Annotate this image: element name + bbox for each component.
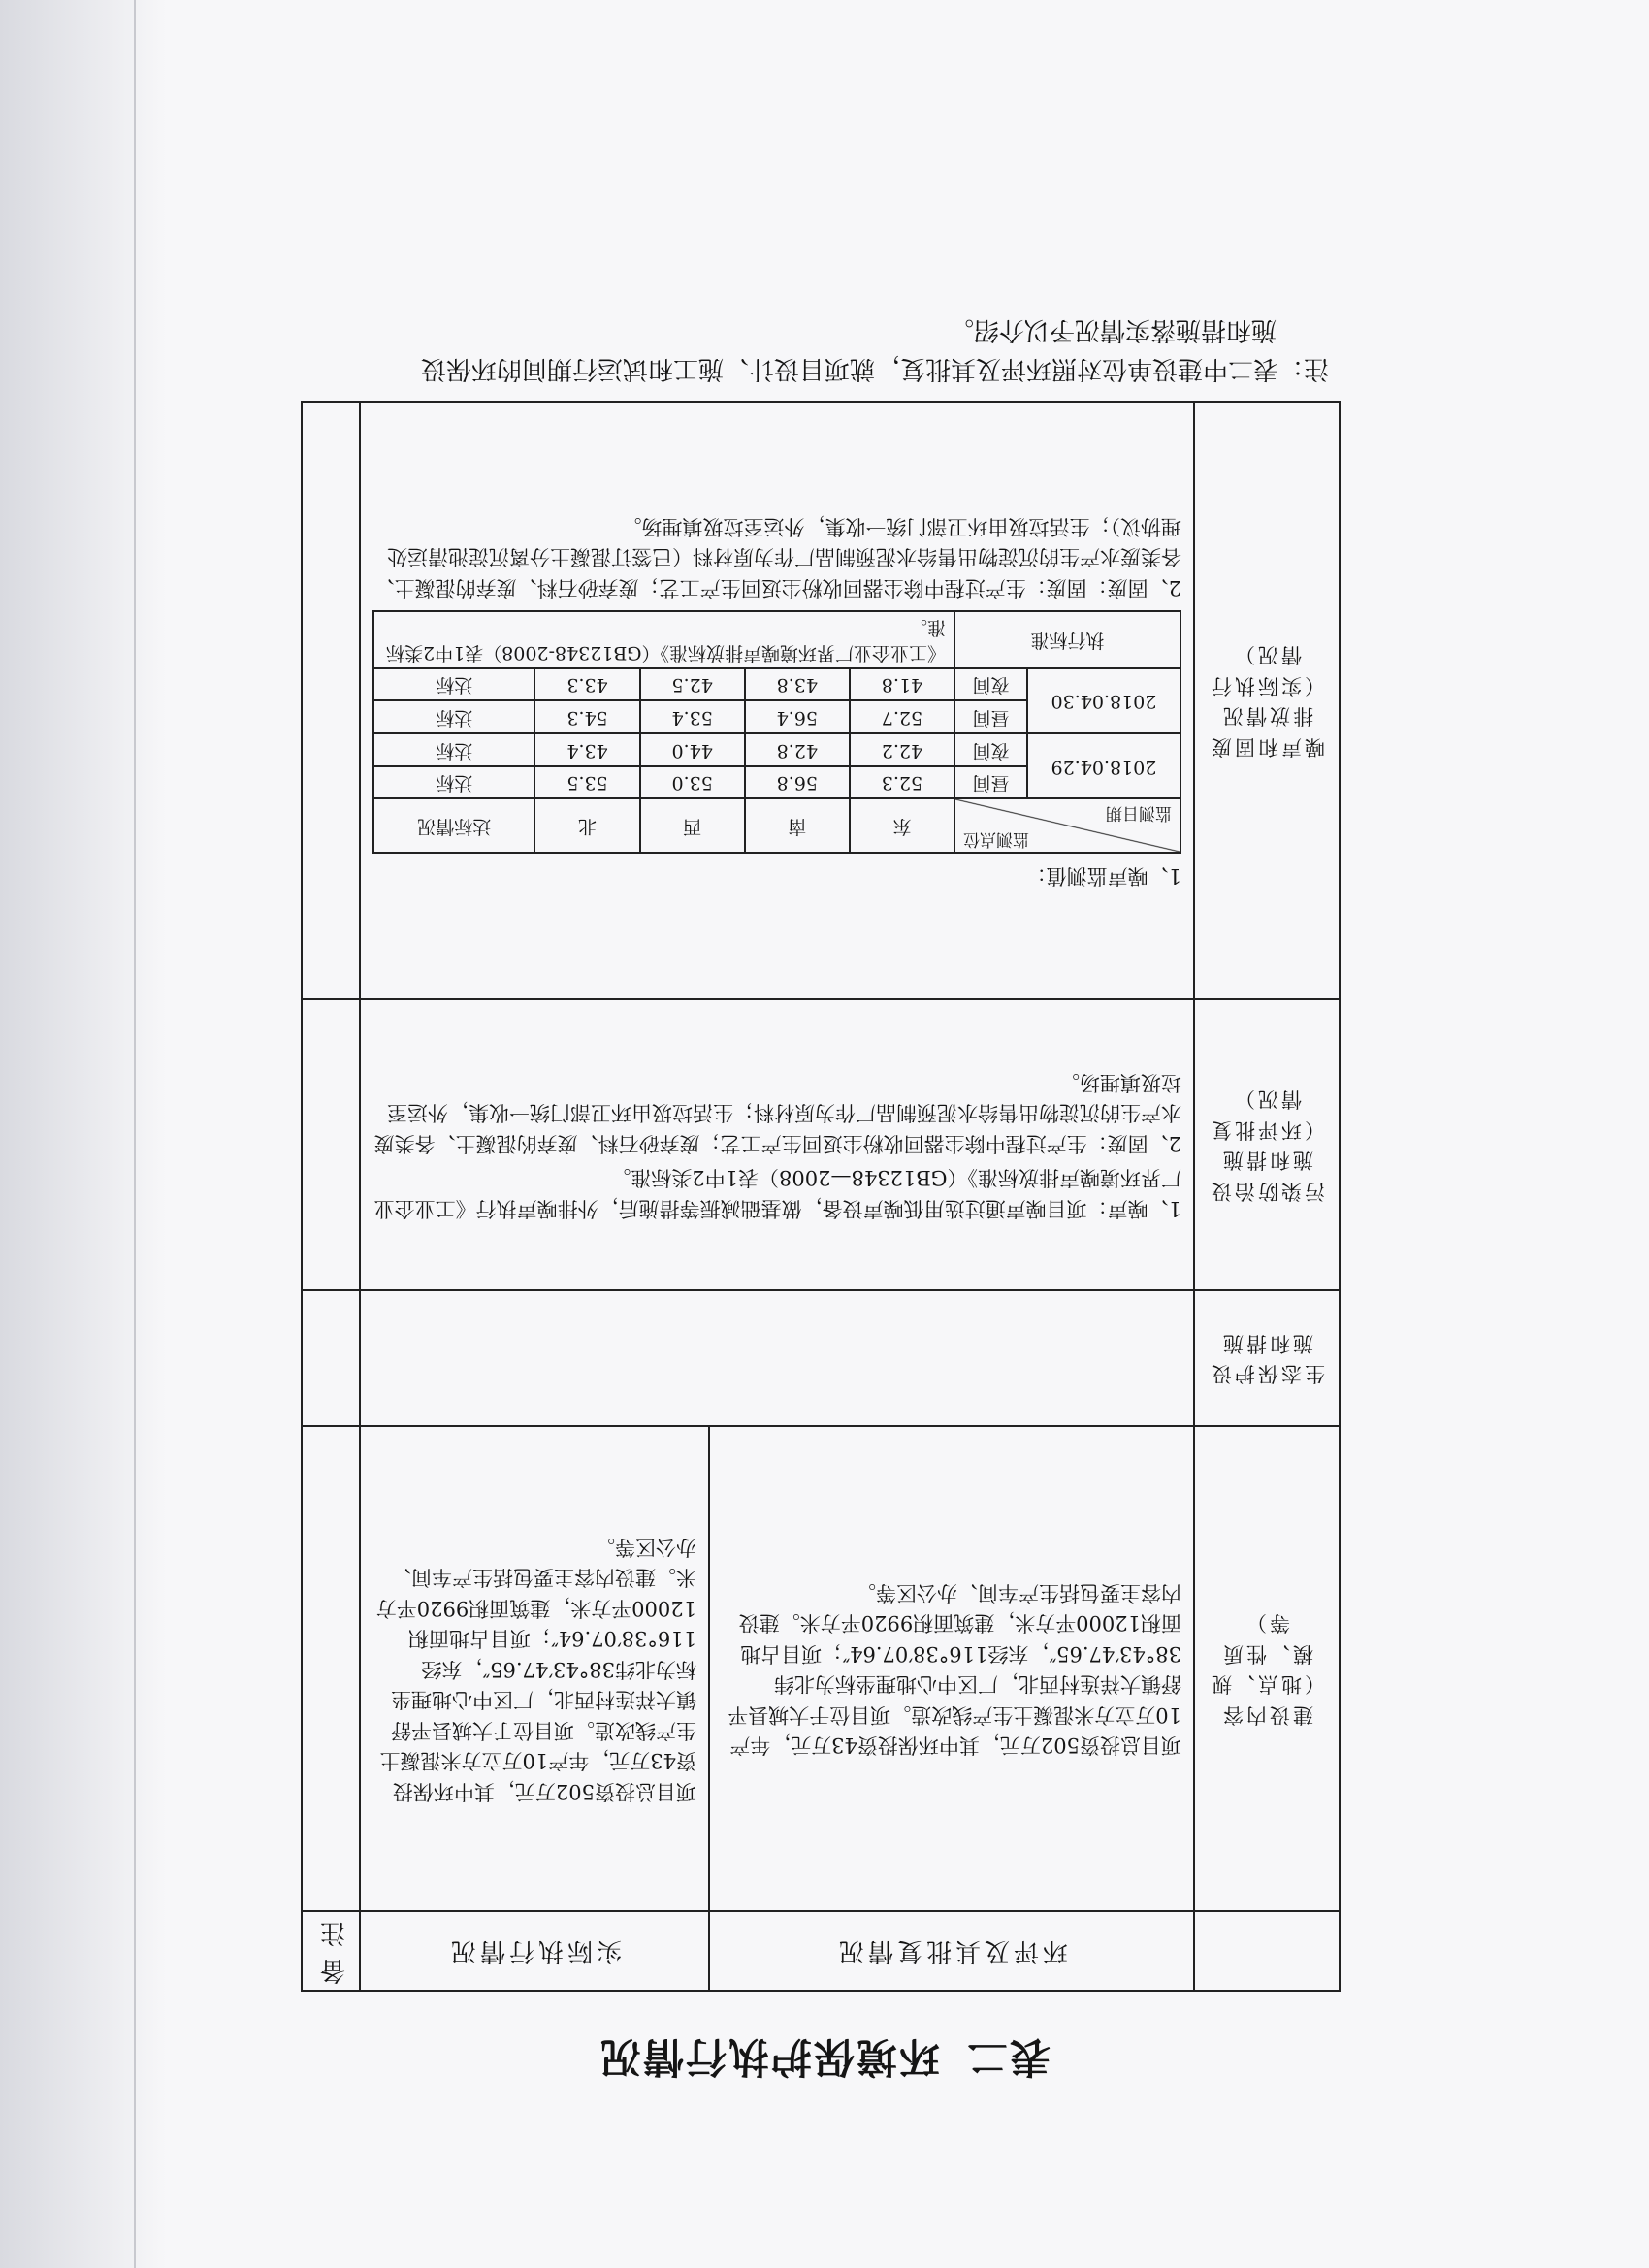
construction-eia: 项目总投资502万元，其中环保投资43万元，年产10万立方米混凝土生产线改造。项目位于大城县平舒镇大祥连村西北，厂区中心地理坐标为北纬38°43′47.65″，东经116°38′07.64″；项目占地面积12000平方米，建筑面积9920平方米。建设内容主要包括生产车间、办公区等。 bbox=[709, 1426, 1194, 1911]
header-status: 达标情况 bbox=[373, 798, 534, 853]
construction-remark bbox=[302, 1426, 360, 1911]
monitor-date: 2018.04.29 bbox=[1027, 733, 1180, 798]
header-west: 西 bbox=[640, 798, 745, 853]
page-title bbox=[0, 2030, 1649, 2089]
table-row bbox=[373, 701, 1180, 734]
monitor-value: 42.5 bbox=[640, 668, 745, 701]
label-construction: 建设内容（地点、规模、性质等） bbox=[1194, 1426, 1340, 1911]
binding-line bbox=[134, 0, 136, 2268]
construction-actual: 项目总投资502万元，其中环保投资43万元，年产10万立方米混凝土生产线改造。项目位于大城县平舒镇大祥连村西北，厂区中心地理坐标为北纬38°43′47.65″，东经116°38′07.64″；项目占地面积12000平方米，建筑面积9920平方米。建设内容主要包括生产车间、办公区等。 bbox=[360, 1426, 709, 1911]
monitor-status: 达标 bbox=[373, 733, 534, 766]
row-ecology bbox=[302, 1290, 1340, 1426]
ecology-remark bbox=[302, 1290, 360, 1426]
header-north: 北 bbox=[534, 798, 639, 853]
monitor-value: 42.2 bbox=[850, 733, 954, 766]
monitor-title: 1、噪声监测值： bbox=[1025, 863, 1181, 888]
header-actual: 实际执行情况 bbox=[360, 1911, 709, 1991]
monitor-status: 达标 bbox=[373, 766, 534, 799]
header-date: 监测日期 bbox=[1106, 803, 1172, 824]
header-eia: 环评及其批复情况 bbox=[709, 1911, 1194, 1991]
label-pollution: 污染防治设施和措施（环评批复情况） bbox=[1194, 999, 1340, 1290]
monitor-value: 56.8 bbox=[745, 766, 850, 799]
ecology-content bbox=[360, 1290, 1194, 1426]
noise-waste-remark bbox=[302, 402, 360, 999]
header-remark: 备注 bbox=[302, 1911, 360, 1991]
noise-header-row bbox=[373, 798, 1180, 853]
monitor-value: 52.3 bbox=[850, 766, 954, 799]
table-row bbox=[373, 766, 1180, 799]
monitor-period: 昼间 bbox=[954, 701, 1027, 734]
row-construction bbox=[302, 1426, 1340, 1911]
pollution-content bbox=[360, 999, 1194, 1290]
header-east: 东 bbox=[850, 798, 954, 853]
monitor-period: 夜间 bbox=[954, 668, 1027, 701]
monitor-status: 达标 bbox=[373, 701, 534, 734]
monitor-period: 昼间 bbox=[954, 766, 1027, 799]
monitor-value: 53.5 bbox=[534, 766, 639, 799]
pollution-remark bbox=[302, 999, 360, 1290]
monitor-value: 43.3 bbox=[534, 668, 639, 701]
noise-waste-content bbox=[360, 402, 1194, 999]
label-noise-waste: 噪声和固废排放情况（实际执行情况） bbox=[1194, 402, 1340, 999]
row-pollution bbox=[302, 999, 1340, 1290]
table-number: 表二 bbox=[965, 2033, 1051, 2081]
header-row bbox=[302, 1911, 1340, 1991]
waste-paragraph: 2、固废：生产过程中除尘器回收粉尘返回生产工艺；废弃砂石料、废弃的混凝土、各类废水产生的沉淀物出售给水泥预制品厂作为原材料；生活垃圾由环卫部门统一收集，外运至垃圾填埋场。 bbox=[373, 1070, 1181, 1155]
monitor-value: 56.4 bbox=[745, 701, 850, 734]
title-text: 环境保护执行情况 bbox=[598, 2033, 940, 2081]
standard-text: 《工业企业厂界环境噪声排放标准》（GB12348-2008）表1中2类标准。 bbox=[373, 611, 954, 668]
monitor-value: 53.4 bbox=[640, 701, 745, 734]
diagonal-header-cell bbox=[954, 798, 1180, 853]
monitor-period: 夜间 bbox=[954, 733, 1027, 766]
header-point: 监测点位 bbox=[963, 829, 1030, 850]
noise-monitoring-table bbox=[372, 610, 1181, 855]
monitor-value: 52.7 bbox=[850, 701, 954, 734]
monitor-value: 54.3 bbox=[534, 701, 639, 734]
footnote-line-1: 注：表二中建设单位对照环评及其批复，就项目设计、施工和试运行期间的环保设 bbox=[420, 354, 1329, 383]
monitor-value: 42.8 bbox=[745, 733, 850, 766]
label-ecology: 生态保护设施和措施 bbox=[1194, 1290, 1340, 1426]
noise-paragraph: 1、噪声：项目噪声通过选用低噪声设备，做基础减振等措施后，外排噪声执行《工业企业厂界环境噪声排放标准》（GB12348—2008）表1中2类标准。 bbox=[373, 1166, 1181, 1220]
monitor-value: 43.8 bbox=[745, 668, 850, 701]
monitor-value: 53.0 bbox=[640, 766, 745, 799]
row-noise-waste bbox=[302, 402, 1340, 999]
monitor-value: 44.0 bbox=[640, 733, 745, 766]
waste-actual-paragraph: 2、固废：固废：生产过程中除尘器回收粉尘返回生产工艺；废弃砂石料、废弃的混凝土、各类废水产生的沉淀物出售给水泥预制品厂作为原材料（已签订混凝土分离沉淀池清运处理协议）；生活垃圾由环卫部门统一收集，外运至垃圾填埋场。 bbox=[373, 514, 1181, 599]
footnote bbox=[301, 309, 1329, 388]
header-blank bbox=[1194, 1911, 1340, 1991]
footnote-line-2: 施和措施落实情况予以介绍。 bbox=[948, 314, 1277, 344]
monitor-value: 43.4 bbox=[534, 733, 639, 766]
environment-protection-table bbox=[301, 401, 1341, 1992]
monitor-value: 41.8 bbox=[850, 668, 954, 701]
page-edge-shadow bbox=[0, 0, 167, 2268]
monitor-date: 2018.04.30 bbox=[1027, 668, 1180, 733]
standard-label: 执行标准 bbox=[954, 611, 1180, 668]
header-south: 南 bbox=[745, 798, 850, 853]
monitor-status: 达标 bbox=[373, 668, 534, 701]
standard-row bbox=[373, 611, 1180, 668]
